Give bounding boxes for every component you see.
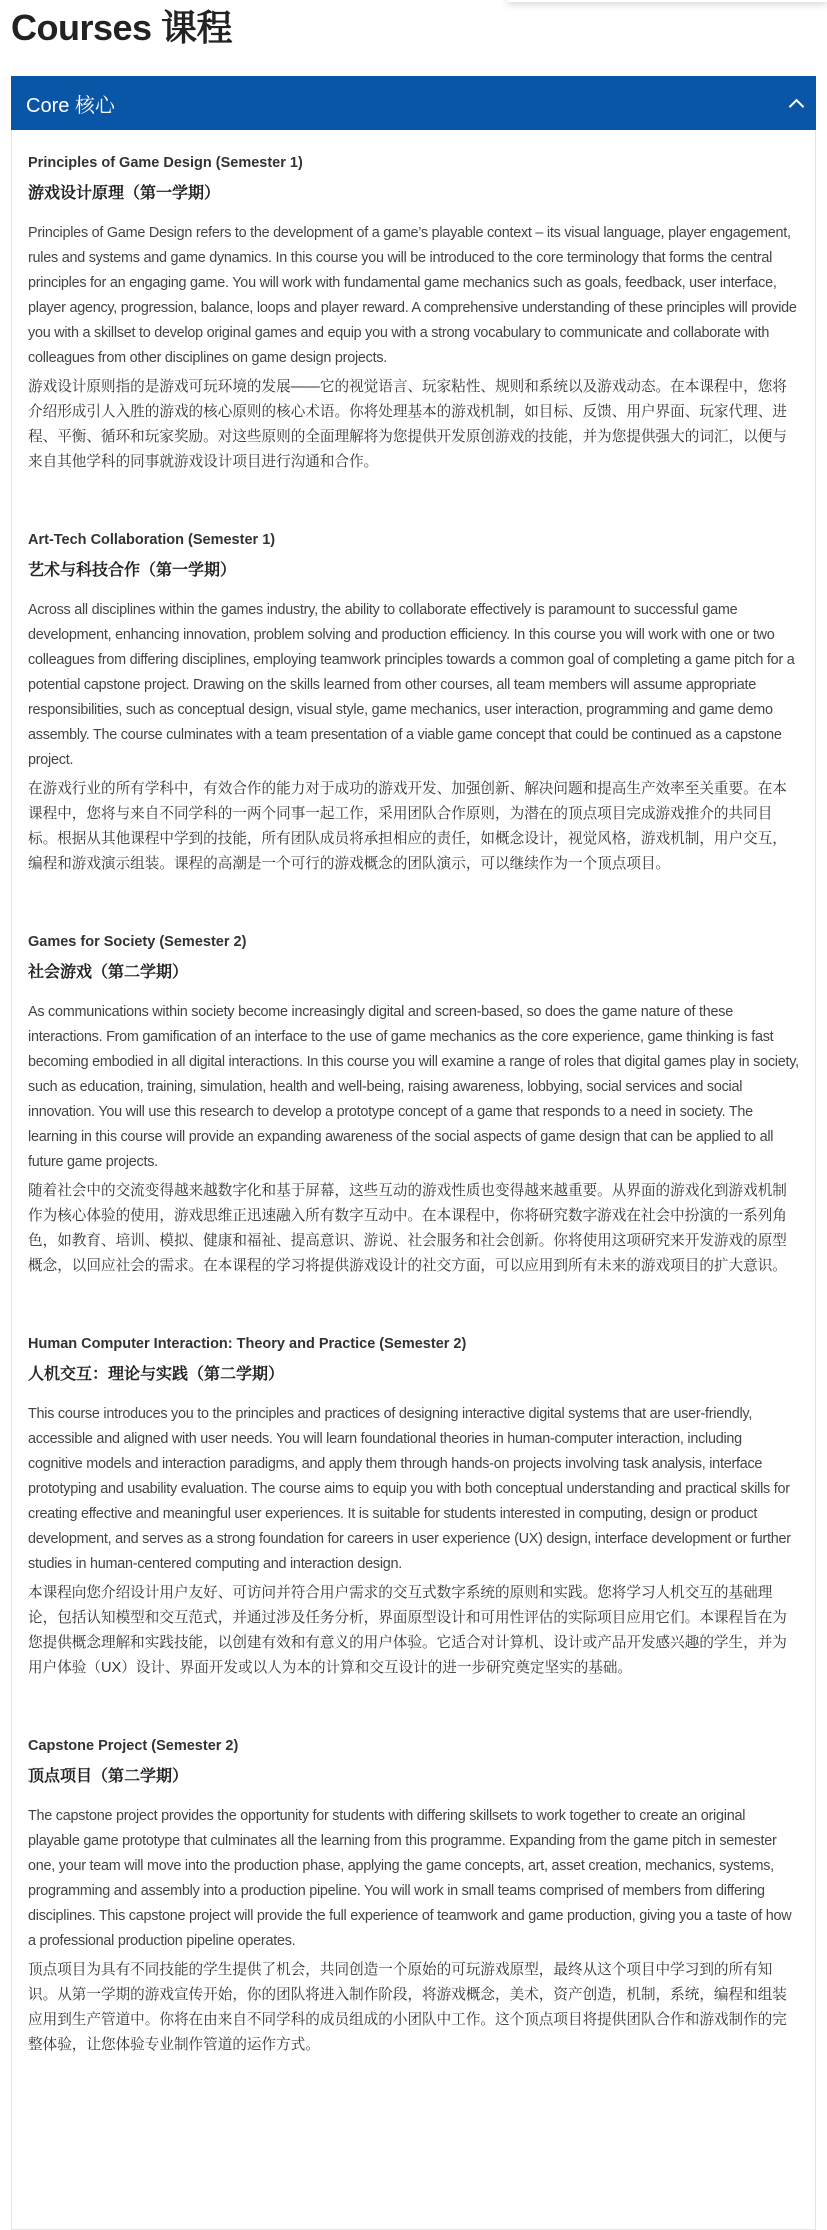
- course-title-cn: 人机交互：理论与实践（第二学期）: [28, 1366, 285, 1383]
- course-title-cn: 艺术与科技合作（第一学期）: [28, 562, 237, 579]
- accordion-header-core[interactable]: [11, 76, 816, 130]
- accordion-title: Core 核心: [26, 94, 115, 117]
- course-title-en: Art-Tech Collaboration (Semester 1): [28, 532, 276, 548]
- course-title-cn: 顶点项目（第二学期）: [28, 1768, 189, 1785]
- course-description-cn: 顶点项目为具有不同技能的学生提供了机会，共同创造一个原始的可玩游戏原型，最终从这个项目中学习到的所有知识。从第一学期的游戏宣传开始，你的团队将进入制作阶段，将游戏概念，美术，资产创造，机制，系统，编程和组装应用到生产管道中。你将在由来自不同学科的成员组成的小团队中工作。这个顶点项目将提供团队合作和游戏制作的完整体验，让您体验专业制作管道的运作方式。: [28, 1962, 787, 2053]
- course-description-cn: 本课程向您介绍设计用户友好、可访问并符合用户需求的交互式数字系统的原则和实践。您将学习人机交互的基础理论，包括认知模型和交互范式，并通过涉及任务分析，界面原型设计和可用性评估的实际项目应用它们。本课程旨在为您提供概念理解和实践技能，以创建有效和有意义的用户体验。它适合对计算机、设计或产品开发感兴趣的学生，并为用户体验（UX）设计、界面开发或以人为本的计算和交互设计的进一步研究奠定坚实的基础。: [28, 1585, 787, 1676]
- course-title-en: Human Computer Interaction: Theory and Practice (Semester 2): [28, 1336, 467, 1352]
- course-description-en: Principles of Game Design refers to the development of a game’s playable context – its visual language, player engagement, rules and systems and game dynamics. In this course you will be introduced to the core terminology that forms the central principles for an engaging game. You will work with fundamental game mechanics such as goals, feedback, user interface, player agency, progression, balance, loops and player reward. A comprehensive understanding of these principles will provide you with a skillset to develop original games and equip you with a strong vocabulary to communicate and collaborate with colleagues from other disciplines on game design projects.: [28, 225, 797, 366]
- course-description-cn: 在游戏行业的所有学科中，有效合作的能力对于成功的游戏开发、加强创新、解决问题和提高生产效率至关重要。在本课程中，您将与来自不同学科的一两个同事一起工作，采用团队合作原则，为潜在的顶点项目完成游戏推介的共同目标。根据从其他课程中学到的技能，所有团队成员将承担相应的责任，如概念设计，视觉风格，游戏机制，用户交互，编程和游戏演示组装。课程的高潮是一个可行的游戏概念的团队演示，可以继续作为一个顶点项目。: [28, 781, 787, 872]
- accordion-panel: [11, 130, 816, 2230]
- course-description-en: The capstone project provides the opportunity for students with differing skillsets to work together to create an original playable game prototype that culminates all the learning from this programme. Expanding from the game pitch in semester one, your team will move into the production phase, applying the game concepts, art, asset creation, mechanics, systems, programming and assembly into a production pipeline. You will work in small teams comprised of members from differing disciplines. This capstone project will provide the full experience of teamwork and game production, giving you a taste of how a professional production pipeline operates.: [28, 1808, 792, 1949]
- course-title-en: Capstone Project (Semester 2): [28, 1738, 239, 1754]
- course-description-en: Across all disciplines within the games industry, the ability to collaborate effectively is paramount to successful game development, enhancing innovation, problem solving and production efficiency. In this course you will work with one or two colleagues from differing disciplines, employing teamwork principles towards a common goal of completing a game pitch for a potential capstone project. Drawing on the skills learned from other courses, all team members will assume appropriate responsibilities, such as conceptual design, visual style, game mechanics, user interaction, programming and game demo assembly. The course culminates with a team presentation of a viable game concept that could be continued as a capstone project.: [28, 602, 795, 768]
- chevron-up-icon[interactable]: [789, 98, 805, 114]
- core-accordion: [11, 76, 816, 2230]
- course-item: [28, 932, 799, 1279]
- course-item: [28, 1334, 799, 1681]
- course-title-cn: 社会游戏（第二学期）: [28, 964, 189, 981]
- top-bar-shadow: [507, 0, 827, 2]
- page-title: Courses 课程: [11, 7, 233, 48]
- course-description-en: As communications within society become increasingly digital and screen-based, so does the game nature of these interactions. From gamification of an interface to the use of game mechanics as the core experience, game thinking is fast becoming embodied in all digital interactions. In this course you will examine a range of roles that digital games play in society, such as education, training, simulation, health and well-being, raising awareness, lobbying, social services and social innovation. You will use this research to develop a prototype concept of a game that responds to a need in society. The learning in this course will provide an expanding awareness of the social aspects of game design that can be applied to all future game projects.: [28, 1004, 799, 1170]
- course-description-cn: 随着社会中的交流变得越来越数字化和基于屏幕，这些互动的游戏性质也变得越来越重要。从界面的游戏化到游戏机制作为核心体验的使用，游戏思维正迅速融入所有数字互动中。在本课程中，你将研究数字游戏在社会中扮演的一系列角色，如教育、培训、模拟、健康和福祉、提高意识、游说、社会服务和社会创新。你将使用这项研究来开发游戏的原型概念，以回应社会的需求。在本课程的学习将提供游戏设计的社交方面，可以应用到所有未来的游戏项目的扩大意识。: [28, 1183, 787, 1274]
- course-item: [28, 530, 799, 877]
- course-item: [28, 1736, 799, 2058]
- course-title-en: Games for Society (Semester 2): [28, 934, 247, 950]
- course-description-en: This course introduces you to the principles and practices of designing interactive digital systems that are user-friendly, accessible and aligned with user needs. You will learn foundational theories in human-computer interaction, including cognitive models and interaction paradigms, and apply them through hands-on projects involving task analysis, interface prototyping and usability evaluation. The course aims to equip you with both conceptual understanding and practical skills for creating effective and meaningful user experiences. It is suitable for students interested in computing, design or product development, and serves as a strong foundation for careers in user experience (UX) design, interface development or further studies in human-centered computing and interaction design.: [28, 1406, 791, 1572]
- course-description-cn: 游戏设计原则指的是游戏可玩环境的发展——它的视觉语言、玩家粘性、规则和系统以及游戏动态。在本课程中，您将介绍形成引人入胜的游戏的核心原则的核心术语。你将处理基本的游戏机制，如目标、反馈、用户界面、玩家代理、进程、平衡、循环和玩家奖励。对这些原则的全面理解将为您提供开发原创游戏的技能，并为您提供强大的词汇，以便与来自其他学科的同事就游戏设计项目进行沟通和合作。: [28, 379, 787, 470]
- course-title-en: Principles of Game Design (Semester 1): [28, 155, 303, 171]
- course-item: [28, 153, 799, 475]
- course-title-cn: 游戏设计原理（第一学期）: [28, 185, 221, 202]
